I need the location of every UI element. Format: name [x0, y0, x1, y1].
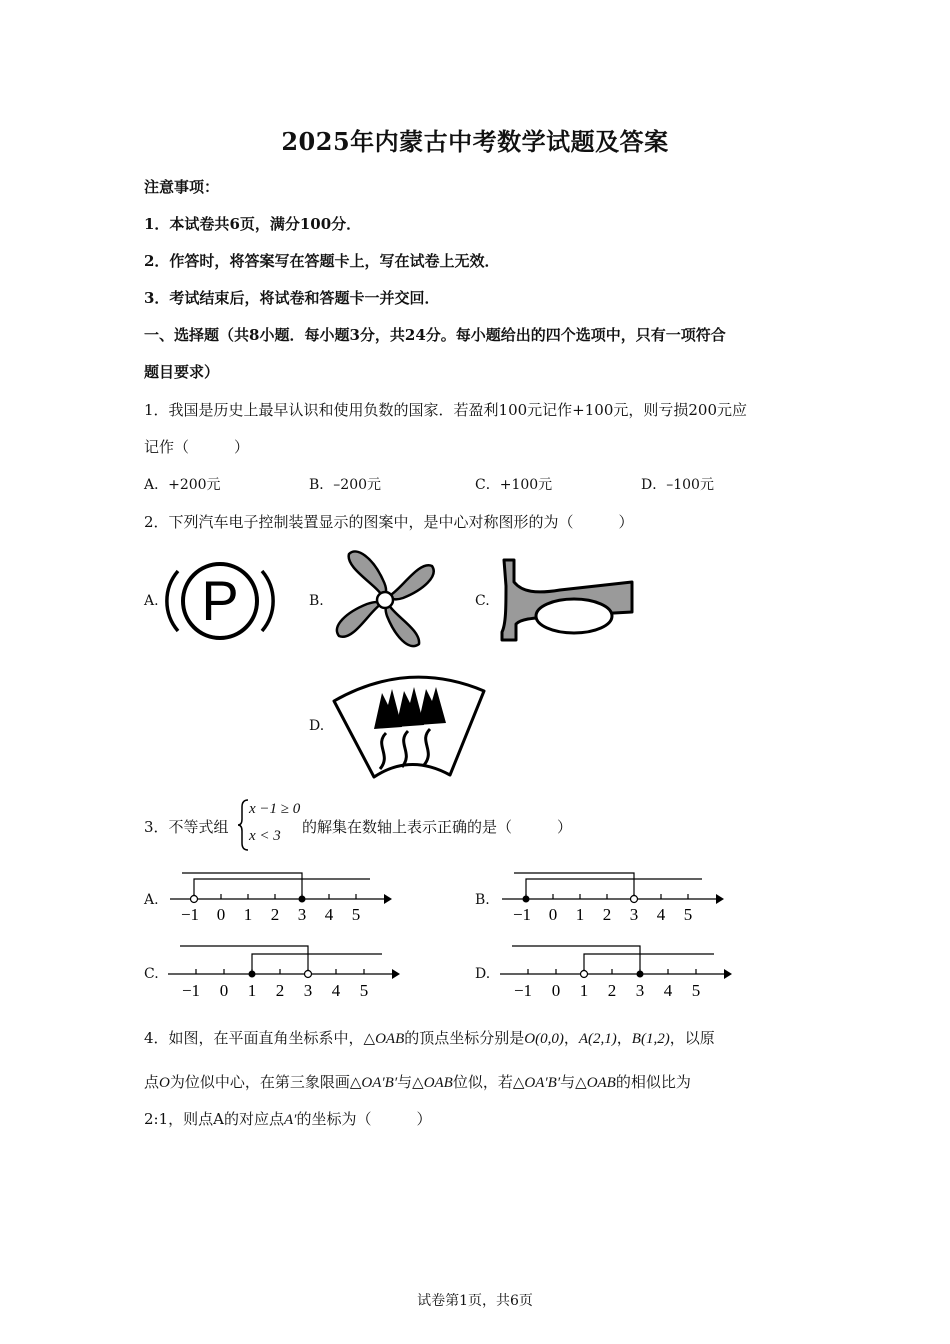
q4-stem-line2: 点O为位似中心，在第三象限画△OA′B′与△OAB位似，若△OA′B′与△OAB的相似比为: [144, 1073, 691, 1091]
section-heading-line1: 一、选择题（共8小题．每小题3分，共24分。每小题给出的四个选项中，只有一项符合: [144, 326, 726, 344]
q3-inequality-1: x −1 ≥ 0: [249, 801, 301, 817]
q4-stem-line1: 4．如图，在平面直角坐标系中，△OAB的顶点坐标分别是O(0,0)，A(2,1)，B(1,2)，以原: [144, 1029, 715, 1047]
tick-label: −1: [512, 905, 532, 924]
tick-label: 0: [548, 905, 558, 924]
page-title: 2025年内蒙古中考数学试题及答案: [281, 127, 669, 156]
notice-item-3: 3．考试结束后，将试卷和答题卡一并交回．: [144, 289, 440, 307]
number-line-a: [160, 865, 395, 925]
section-heading-line2: 题目要求）: [144, 363, 220, 381]
tick-label: 1: [575, 905, 585, 924]
tick-label: 2: [275, 981, 285, 1000]
tick-label: 3: [303, 981, 313, 1000]
q3-label-b: B.: [475, 892, 490, 908]
q1-stem-line2: 记作（ ）: [144, 438, 250, 456]
fan-icon: [333, 550, 438, 650]
tick-label: 5: [359, 981, 369, 1000]
tick-label: 4: [663, 981, 673, 1000]
tick-label: 0: [551, 981, 561, 1000]
page-footer: 试卷第1页，共6页: [417, 1293, 533, 1309]
q1-stem-line1: 1．我国是历史上最早认识和使用负数的国家．若盈利100元记作+100元，则亏损200元应: [144, 401, 748, 419]
number-line-d: [494, 940, 739, 1000]
tick-label: 4: [656, 905, 666, 924]
tick-label: 0: [219, 981, 229, 1000]
tick-label: 2: [270, 905, 280, 924]
q4-stem-line3: 2:1，则点A的对应点A′的坐标为（ ）: [144, 1110, 432, 1128]
q3-inequality-2: x < 3: [249, 828, 281, 844]
tick-label: 2: [607, 981, 617, 1000]
q3-label-d: D.: [475, 966, 491, 982]
q1-option-b: B．–200元: [309, 477, 382, 493]
q2-label-d: D.: [309, 718, 325, 734]
tick-label: 5: [351, 905, 361, 924]
number-line-c: [162, 940, 407, 1000]
q2-stem: 2．下列汽车电子控制装置显示的图案中，是中心对称图形的为（ ）: [144, 513, 634, 531]
q1-option-a: A．+200元: [144, 477, 221, 493]
q2-label-c: C.: [475, 593, 490, 609]
horn-icon: [496, 556, 636, 646]
tick-label: −1: [180, 905, 200, 924]
q1-option-d: D．–100元: [641, 477, 714, 493]
q2-label-b: B.: [309, 593, 324, 609]
notice-item-2: 2．作答时，将答案写在答题卡上，写在试卷上无效．: [144, 252, 500, 270]
tick-label: 5: [683, 905, 693, 924]
q3-label-a: A.: [144, 892, 159, 908]
tick-label: 1: [579, 981, 589, 1000]
q3-label-c: C.: [144, 966, 159, 982]
tick-label: 0: [216, 905, 226, 924]
tick-label: 3: [635, 981, 645, 1000]
tick-label: −1: [513, 981, 533, 1000]
q3-prefix: 3．不等式组: [144, 818, 229, 836]
notice-heading: 注意事项：: [144, 178, 220, 196]
tick-label: 1: [243, 905, 253, 924]
parking-brake-letter: P: [201, 569, 239, 632]
q3-suffix: 的解集在数轴上表示正确的是（ ）: [302, 818, 573, 836]
tick-label: −1: [181, 981, 201, 1000]
defroster-icon: [330, 665, 490, 783]
number-line-b: [492, 865, 727, 925]
tick-label: 3: [629, 905, 639, 924]
tick-label: 3: [297, 905, 307, 924]
tick-label: 1: [247, 981, 257, 1000]
q2-label-a: A.: [144, 593, 159, 609]
tick-label: 4: [324, 905, 334, 924]
tick-label: 5: [691, 981, 701, 1000]
q1-option-c: C．+100元: [475, 477, 553, 493]
tick-label: 4: [331, 981, 341, 1000]
parking-brake-icon: [165, 555, 275, 647]
tick-label: 2: [602, 905, 612, 924]
notice-item-1: 1．本试卷共6页，满分100分．: [144, 215, 362, 233]
